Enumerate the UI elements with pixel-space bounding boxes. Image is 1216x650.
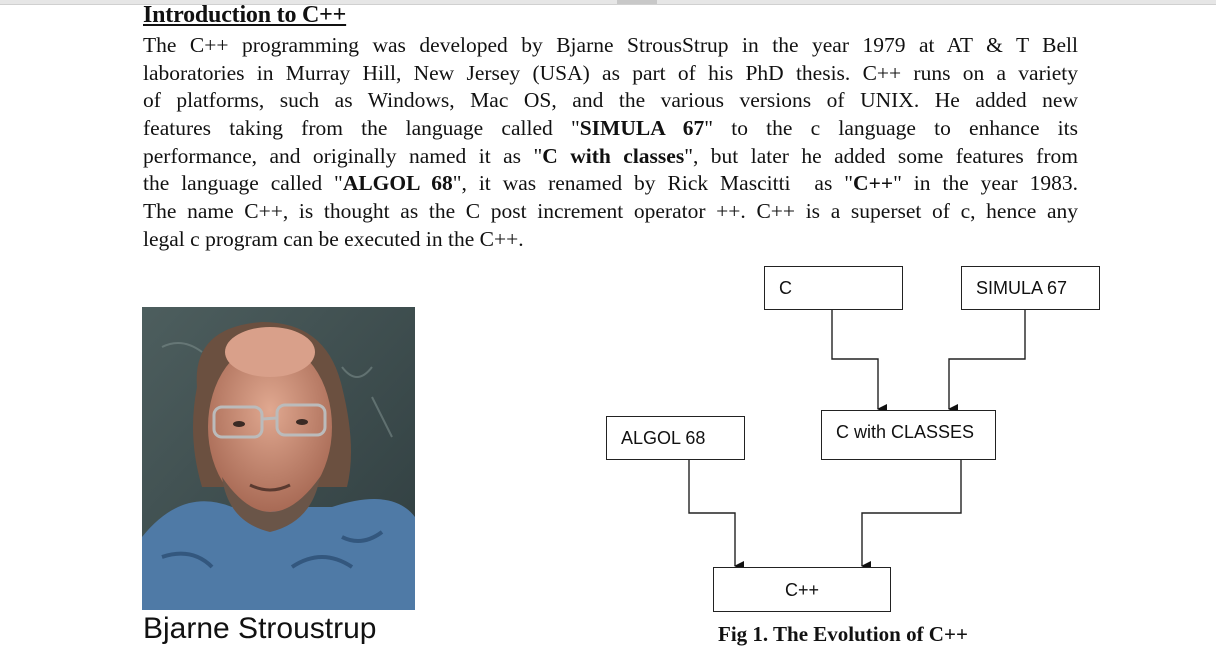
paragraph-line: laboratories in Murray Hill, New Jersey (USA) as part of his PhD thesis. C++ runs on a variety bbox=[143, 60, 1078, 85]
diagram-box-c bbox=[764, 266, 903, 310]
paragraph-line bbox=[143, 115, 1078, 143]
text: ", but later he added some features from bbox=[684, 143, 1078, 168]
text: " in the year 1983. bbox=[893, 171, 1078, 196]
paragraph-line bbox=[143, 170, 1078, 198]
paragraph-line: of platforms, such as Windows, Mac OS, and the various versions of UNIX. He added new bbox=[143, 88, 1078, 113]
text: " to the c language to enhance its bbox=[704, 116, 1078, 141]
box-label: C bbox=[779, 278, 792, 298]
bold-text: C with classes bbox=[542, 143, 685, 168]
paragraph-line: The name C++, is thought as the C post increment operator ++. C++ is a superset of c, hence any bbox=[143, 199, 1078, 224]
bold-text: C++ bbox=[853, 171, 894, 196]
arrow-simula-to-cwc bbox=[949, 309, 1025, 409]
paragraph-line: The C++ programming was developed by Bjarne StrousStrup in the year 1979 at AT & T Bell bbox=[143, 33, 1078, 57]
box-label: ALGOL 68 bbox=[621, 428, 706, 448]
arrow-cwc-to-cpp bbox=[862, 459, 961, 566]
arrow-algol-to-cpp bbox=[689, 459, 735, 566]
text: performance, and originally named it as " bbox=[143, 143, 543, 168]
arrow-c-to-cwc bbox=[832, 309, 878, 409]
photo-caption: Bjarne Stroustrup bbox=[143, 612, 377, 645]
section-heading: Introduction to C++ bbox=[143, 2, 347, 28]
portrait-photo bbox=[142, 307, 415, 610]
bold-text: SIMULA 67 bbox=[579, 116, 705, 141]
paragraph-line: legal c program can be executed in the C++. bbox=[143, 226, 524, 251]
text: features taking from the language called " bbox=[143, 116, 580, 141]
diagram-box-algol bbox=[606, 416, 745, 460]
figure-caption: Fig 1. The Evolution of C++ bbox=[718, 622, 968, 646]
text: the language called " bbox=[143, 171, 343, 196]
box-label: C++ bbox=[785, 580, 820, 600]
intro-paragraph bbox=[143, 32, 1078, 254]
paragraph-line bbox=[143, 143, 1078, 171]
box-label: SIMULA 67 bbox=[976, 278, 1068, 298]
scrollbar-thumb[interactable] bbox=[617, 0, 657, 4]
box-label: C with CLASSES bbox=[836, 422, 975, 442]
diagram-box-cpp bbox=[713, 567, 891, 612]
text: ", it was renamed by Rick Mascitti as " bbox=[452, 171, 854, 196]
diagram-box-simula bbox=[961, 266, 1100, 310]
diagram-box-c-with-classes bbox=[821, 410, 996, 460]
bold-text: ALGOL 68 bbox=[342, 171, 453, 196]
